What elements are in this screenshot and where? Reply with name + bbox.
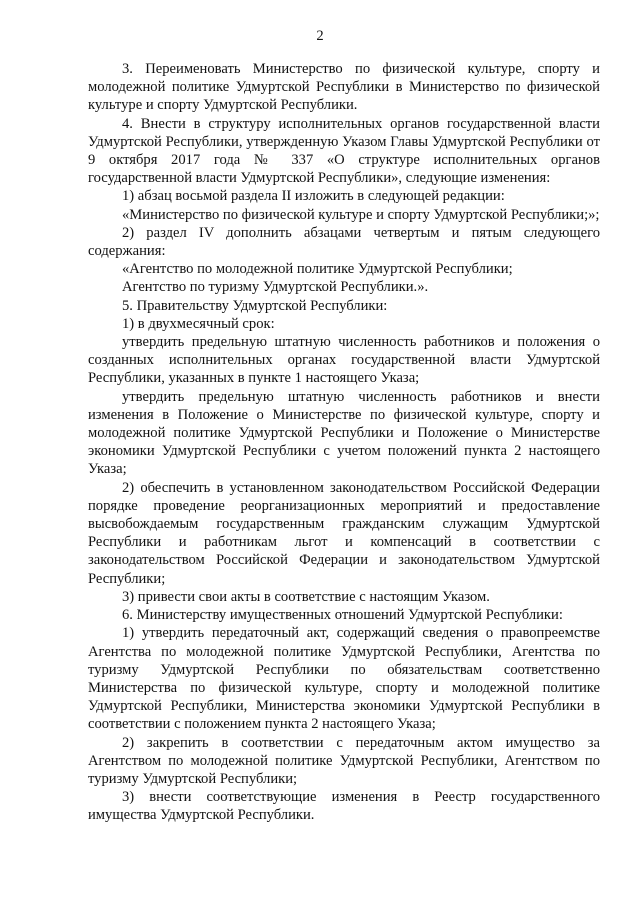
paragraph: 3) привести свои акты в соответствие с настоящим Указом. <box>122 588 490 605</box>
paragraph: 2) обеспечить в установленном законодательством Российской Федерации порядке проведение реорганизационных мероприятий и предоставление высвобождаемым государственным гражданским служащим Удмуртской Республики и работникам льгот и компенсаций в соответствии с законодательством Российской Федерации и законодательством Удмуртской Республики; <box>88 479 600 587</box>
paragraph: 3. Переименовать Министерство по физической культуре, спорту и молодежной политике Удмуртской Республики в Министерство по физической культуре и спорту Удмуртской Республики. <box>88 61 600 114</box>
paragraph: 2) закрепить в соответствии с передаточным актом имущество за Агентством по молодежной политике Удмуртской Республики, Агентством по туризму Удмуртской Республики; <box>88 734 600 787</box>
paragraph: «Министерство по физической культуре и спорту Удмуртской Республики;»; <box>122 206 600 223</box>
paragraph: утвердить предельную штатную численность работников и положения о созданных исполнительных органах государственной власти Удмуртской Республики, указанных в пункте 1 настоящего Указа; <box>88 334 600 387</box>
paragraph: утвердить предельную штатную численность работников и внести изменения в Положение о Министерстве по физической культуре, спорту и молодежной политике Удмуртской Республики и Положение о Министерстве экономики Удмуртской Республики с учетом положений пункта 2 настоящего Указа; <box>88 388 600 478</box>
paragraph: 5. Правительству Удмуртской Республики: <box>122 297 388 314</box>
paragraph: «Агентство по молодежной политике Удмуртской Республики; <box>122 261 513 278</box>
paragraph: 6. Министерству имущественных отношений Удмуртской Республики: <box>122 607 563 624</box>
paragraph: 2) раздел IV дополнить абзацами четвертым и пятым следующего содержания: <box>88 224 600 260</box>
paragraph: 1) утвердить передаточный акт, содержащий сведения о правопреемстве Агентства по молодежной политике Удмуртской Республики, Агентства по туризму Удмуртской Республики по обязательствам соответственно Министерства по физической культуре, спорту и молодежной политике Удмуртской Республики, Министерства экономики Удмуртской Республики в соответствии с положением пункта 2 настоящего Указа; <box>88 625 600 733</box>
page-number: 2 <box>316 28 324 44</box>
paragraph: 1) абзац восьмой раздела II изложить в следующей редакции: <box>122 188 505 205</box>
paragraph: 3) внести соответствующие изменения в Реестр государственного имущества Удмуртской Республики. <box>88 789 600 824</box>
paragraph: Агентство по туризму Удмуртской Республики.». <box>122 279 429 296</box>
paragraph: 4. Внести в структуру исполнительных органов государственной власти Удмуртской Республики, утвержденную Указом Главы Удмуртской Республики от 9 октября 2017 года № 337 «О структуре исполнительных органов государственной власти Удмуртской Республики», следующие изменения: <box>88 115 600 187</box>
document-body <box>88 60 600 825</box>
paragraph: 1) в двухмесячный срок: <box>122 315 275 332</box>
